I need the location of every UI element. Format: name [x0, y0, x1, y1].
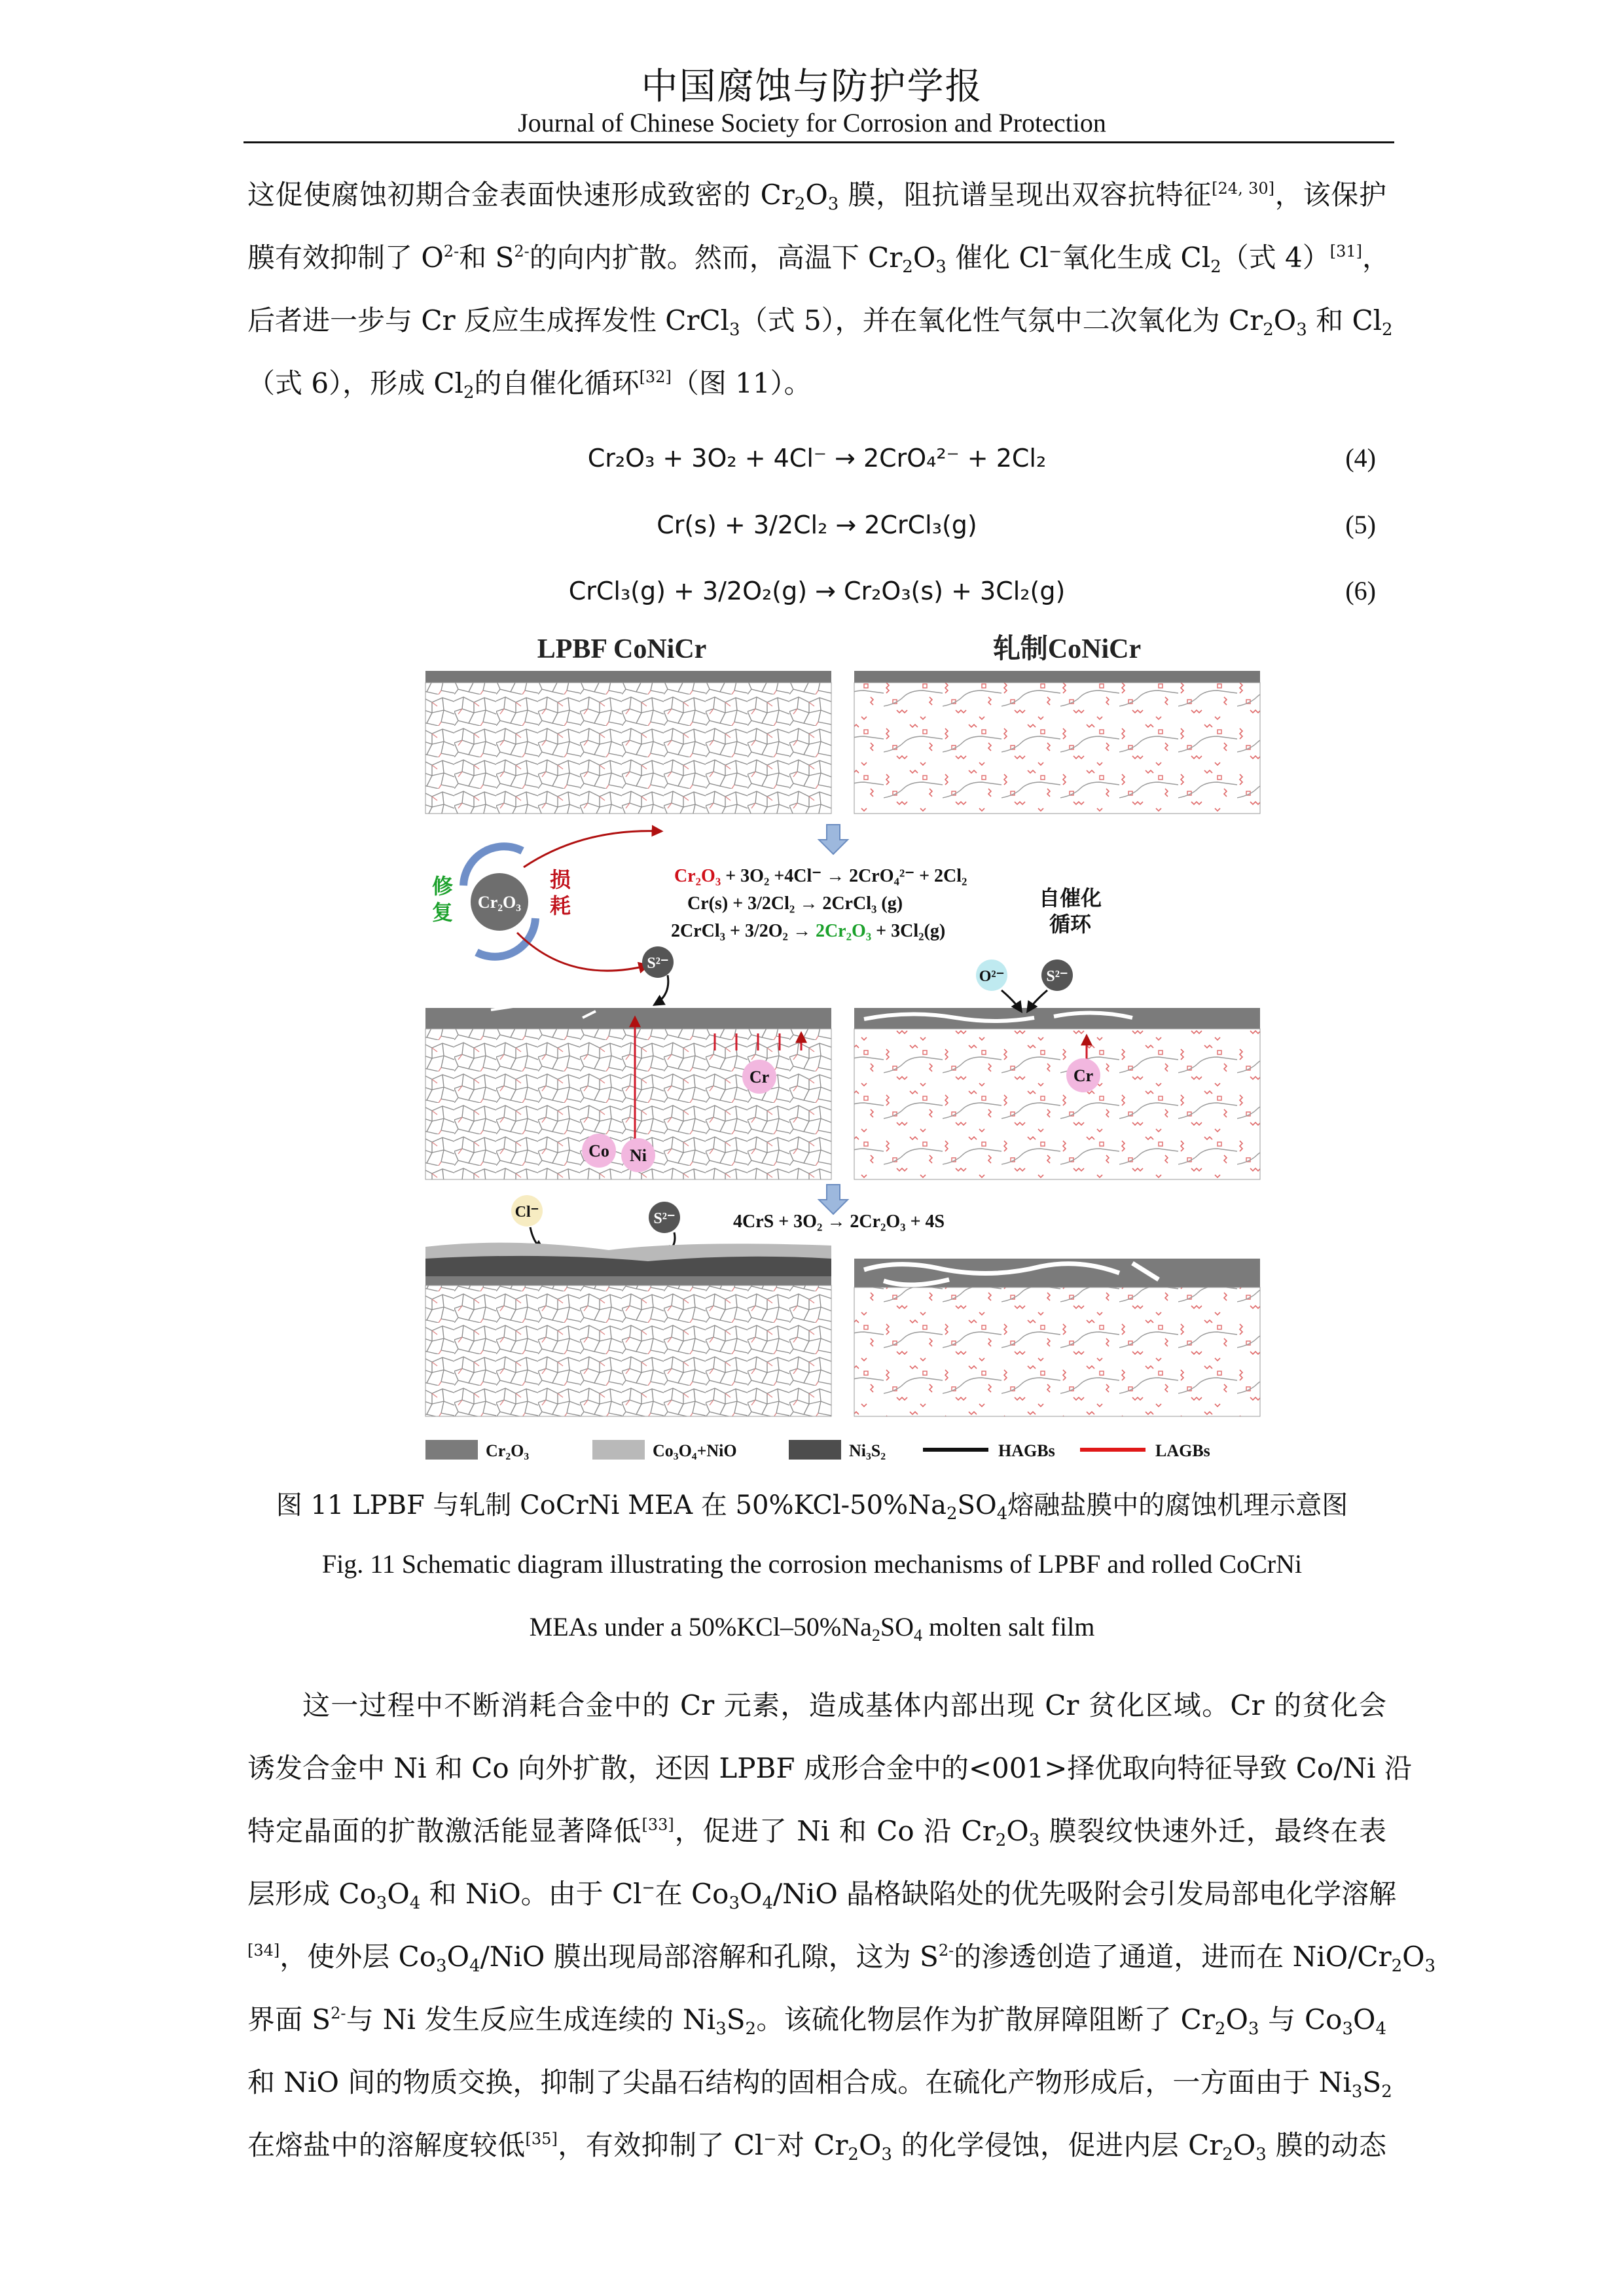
- svg-text:耗: 耗: [550, 893, 571, 918]
- paragraph-line: 特定晶面的扩散激活能显著降低[33]，促进了 Ni 和 Co 沿 $Cr_2O_3$ 膜裂纹快速外迁，最终在表: [247, 1815, 1386, 1850]
- paragraph-1: [247, 164, 1393, 415]
- reaction-arrow-icon: [524, 831, 661, 867]
- reaction-arrow-icon: [517, 933, 648, 971]
- svg-text:Ni: Ni: [630, 1146, 647, 1165]
- legend-label: Cr₂O₃: [486, 1441, 530, 1460]
- oxide-layer: [425, 1276, 831, 1285]
- citation[interactable]: [33]: [641, 1816, 674, 1834]
- figure-eq-4: 4CrS + 3O₂ → 2Cr₂O₃ + 4S: [733, 1211, 945, 1232]
- legend-swatch-ni3s2: [789, 1440, 841, 1460]
- citation[interactable]: [24, 30]: [1212, 179, 1274, 198]
- figure-eq-2: Cr(s) + 3/2Cl₂ → 2CrCl₃ (g): [687, 893, 903, 914]
- s-ion-bubble: [1041, 960, 1073, 991]
- right-panel-initial: [854, 671, 1260, 814]
- legend-label: LAGBs: [1155, 1441, 1210, 1460]
- equation-6: [247, 568, 1386, 614]
- svg-text:复: 复: [432, 900, 454, 925]
- citation[interactable]: [35]: [525, 2130, 558, 2148]
- grain-map: [425, 683, 831, 814]
- s-ion-bubble: [642, 946, 674, 978]
- svg-text:Cl⁻: Cl⁻: [514, 1204, 539, 1221]
- s-ion-bubble: [649, 1202, 680, 1233]
- left-panel-final: [425, 1243, 831, 1416]
- equation-number: (6): [1345, 576, 1376, 605]
- legend-label: Co₃O₄+NiO: [653, 1441, 737, 1460]
- equation-5: [247, 502, 1386, 548]
- paragraph-line: （式 6），形成 $Cl_2$的自催化循环[32]（图 11）。: [247, 367, 812, 403]
- equation-number: (4): [1345, 443, 1376, 473]
- figure-eq-1: Cr₂O₃ + 3O₂ +4Cl⁻ → 2CrO₄²⁻ + 2Cl₂: [674, 866, 967, 886]
- legend-swatch-co3o4-nio: [592, 1440, 645, 1460]
- autocatalytic-label: 循环: [1049, 912, 1092, 937]
- equation-body: Cr(s) + 3/2Cl₂ → 2CrCl₃(g): [657, 511, 977, 539]
- o-ion-bubble: [976, 960, 1007, 991]
- paragraph-line: 和 NiO 间的物质交换，抑制了尖晶石结构的固相合成。在硫化产物形成后，一方面由于 $Ni_3S_2$: [247, 2066, 1392, 2102]
- svg-text:Co: Co: [588, 1141, 609, 1160]
- paragraph-line: 界面 $S^{2-}$与 Ni 发生反应生成连续的 $Ni_3S_2$。该硫化物层作为扩散屏障阻断了 $Cr_2O_3$ 与 $Co_3O_4$: [247, 2003, 1387, 2039]
- svg-text:Cr: Cr: [1073, 1066, 1094, 1085]
- svg-text:Cr₂O₃: Cr₂O₃: [477, 893, 522, 912]
- citation[interactable]: [31]: [1329, 242, 1363, 260]
- equation-number: (5): [1345, 510, 1376, 539]
- autocatalytic-label: 自催化: [1038, 886, 1102, 910]
- svg-text:O²⁻: O²⁻: [979, 968, 1005, 985]
- figure-legend: [425, 1440, 1210, 1460]
- co-bubble: [582, 1134, 616, 1168]
- equation-body: CrCl₃(g) + 3/2O₂(g) → Cr₂O₃(s) + 3Cl₂(g): [568, 577, 1066, 605]
- paragraph-line: 膜有效抑制了 $O^{2-}$和 $S^{2-}$的向内扩散。然而，高温下 $Cr_2O_3$ 催化 Cl−氧化生成 $Cl_2$（式 4）[31]，: [247, 242, 1390, 277]
- figure-eq-3: 2CrCl₃ + 3/2O₂ → 2Cr₂O₃ + 3Cl₂(g): [671, 921, 946, 941]
- svg-text:损: 损: [550, 867, 571, 892]
- ni-bubble: [621, 1138, 655, 1172]
- paragraph-line: 这促使腐蚀初期合金表面快速形成致密的 $Cr_2O_3$ 膜，阻抗谱呈现出双容抗特征[24, 30]，该保护: [247, 179, 1386, 214]
- down-arrow-icon: [819, 1185, 848, 1214]
- legend-swatch-cr2o3: [425, 1440, 478, 1460]
- grain-map: [425, 1285, 831, 1416]
- citation[interactable]: [34]: [247, 1941, 280, 1960]
- svg-text:S²⁻: S²⁻: [647, 955, 669, 972]
- left-panel-title: LPBF CoNiCr: [537, 634, 707, 664]
- svg-text:Cr: Cr: [749, 1067, 770, 1086]
- cl-ion-bubble: [511, 1195, 543, 1227]
- grain-map: [854, 1287, 1260, 1416]
- journal-title-cn: 中国腐蚀与防护学报: [641, 65, 983, 108]
- right-panel-title: 轧制CoNiCr: [992, 634, 1142, 664]
- down-arrow-icon: [819, 825, 848, 854]
- paragraph-line: 这一过程中不断消耗合金中的 Cr 元素，造成基体内部出现 Cr 贫化区域。Cr 的贫化会: [302, 1689, 1386, 1721]
- right-panel-middle: [854, 1008, 1260, 1179]
- paragraph-line: 在熔盐中的溶解度较低[35]，有效抑制了 Cl−对 $Cr_2O_3$ 的化学侵蚀，促进内层 $Cr_2O_3$ 膜的动态: [247, 2129, 1386, 2164]
- oxide-layer: [425, 671, 831, 683]
- left-panel-initial: [425, 671, 831, 814]
- header-divider: [244, 141, 1394, 143]
- citation[interactable]: [32]: [639, 368, 672, 386]
- figure-caption-cn: 图 11 LPBF 与轧制 CoCrNi MEA 在 $50\%KCl-50\%Na_2SO_4$熔融盐膜中的腐蚀机理示意图: [276, 1490, 1348, 1524]
- cr-bubble: [742, 1060, 776, 1094]
- cr-bubble: [1066, 1058, 1100, 1092]
- oxide-layer: [854, 671, 1260, 683]
- right-panel-final: [854, 1259, 1260, 1416]
- legend-label: Ni₃S₂: [849, 1441, 886, 1460]
- grain-map: [854, 1029, 1260, 1179]
- paragraph-line: [34]，使外层 $Co_3O_4$/NiO 膜出现局部溶解和孔隙，这为 $S^{2-}$的渗透创造了通道，进而在 NiO/$Cr_2O_3$: [247, 1941, 1436, 1976]
- svg-text:修: 修: [432, 874, 454, 899]
- figure-caption-en: MEAs under a $50\%KCl-50\%Na_2SO_4$ molten salt film: [529, 1612, 1095, 1645]
- figure-11: [412, 632, 1299, 1476]
- paragraph-2: [247, 1674, 1436, 2177]
- paragraph-line: 诱发合金中 Ni 和 Co 向外扩散，还因 LPBF 成形合金中的<001>择优取向特征导致 Co/Ni 沿: [247, 1752, 1412, 1784]
- oxide-layer: [425, 1008, 831, 1029]
- journal-title-en: Journal of Chinese Society for Corrosion and Protection: [518, 108, 1106, 137]
- equation-4: [247, 435, 1386, 481]
- paragraph-line: 层形成 $Co_3O_4$ 和 NiO。由于 Cl−在 $Co_3O_4$/NiO 晶格缺陷处的优先吸附会引发局部电化学溶解: [247, 1878, 1397, 1913]
- equation-body: Cr₂O₃ + 3O₂ + 4Cl⁻ → 2CrO₄²⁻ + 2Cl₂: [587, 444, 1047, 473]
- svg-text:S²⁻: S²⁻: [1046, 968, 1068, 985]
- paragraph-line: 后者进一步与 Cr 反应生成挥发性 CrCl$_3$（式 5），并在氧化性气氛中二次氧化为 $Cr_2O_3$ 和 $Cl_2$: [247, 304, 1393, 340]
- figure-caption-en: Fig. 11 Schematic diagram illustrating the corrosion mechanisms of LPBF and rolled CoCrNi: [321, 1549, 1303, 1579]
- repair-consume-cycle: [432, 846, 571, 956]
- svg-text:S²⁻: S²⁻: [653, 1210, 676, 1227]
- oxide-layer: [854, 1008, 1260, 1029]
- grain-map: [854, 683, 1260, 814]
- ion-arrow-icon: [655, 975, 668, 1005]
- legend-label: HAGBs: [998, 1441, 1055, 1460]
